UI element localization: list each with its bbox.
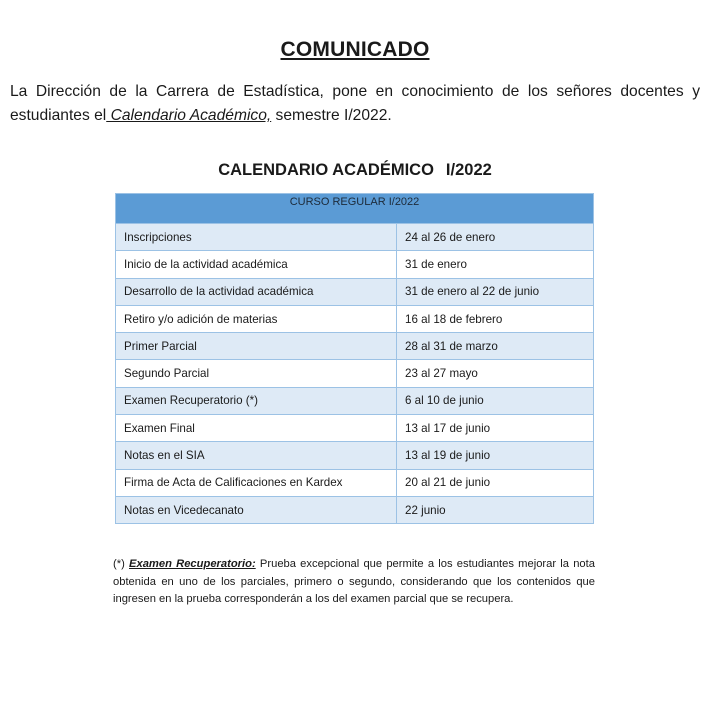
- date-cell: 31 de enero: [397, 251, 594, 278]
- intro-paragraph: [10, 80, 700, 128]
- event-cell: Inicio de la actividad académica: [116, 251, 397, 278]
- calendar-title: [0, 161, 710, 180]
- event-cell: Primer Parcial: [116, 333, 397, 360]
- date-cell: 20 al 21 de junio: [397, 469, 594, 496]
- intro-text-after: semestre I/2022.: [271, 107, 392, 124]
- table-row: [116, 442, 594, 469]
- table-row: [116, 415, 594, 442]
- table-row: [116, 469, 594, 496]
- table-row: [116, 360, 594, 387]
- event-cell: Desarrollo de la actividad académica: [116, 278, 397, 305]
- intro-text-before: La Dirección de la Carrera de Estadística, pone en conocimiento de los señores docentes y estudiantes el: [10, 83, 700, 124]
- event-cell: Examen Recuperatorio (*): [116, 387, 397, 414]
- page-title: COMUNICADO: [280, 38, 430, 61]
- calendar-table: [115, 193, 594, 524]
- footnote-marker: (*): [113, 558, 130, 570]
- table-row: [116, 224, 594, 251]
- table-header: CURSO REGULAR I/2022: [116, 194, 594, 224]
- table-row: [116, 278, 594, 305]
- date-cell: 13 al 17 de junio: [397, 415, 594, 442]
- calendar-term: I/2022: [445, 161, 492, 179]
- event-cell: Notas en Vicedecanato: [116, 496, 397, 523]
- event-cell: Inscripciones: [116, 224, 397, 251]
- table-row: [116, 251, 594, 278]
- calendar-reference: Calendario Académico,: [106, 107, 272, 124]
- footnote-text: Prueba excepcional que permite a los estudiantes mejorar la nota obtenida en uno de los parciales, primero o segundo, considerando que los contenidos que ingresen en la prueba corresponderán a los del examen parcial que se recupera.: [113, 558, 595, 605]
- date-cell: 24 al 26 de enero: [397, 224, 594, 251]
- table-row: [116, 496, 594, 523]
- date-cell: 16 al 18 de febrero: [397, 305, 594, 332]
- event-cell: Firma de Acta de Calificaciones en Kardex: [116, 469, 397, 496]
- event-cell: Segundo Parcial: [116, 360, 397, 387]
- calendar-title-text: CALENDARIO ACADÉMICO: [218, 161, 434, 179]
- footnote-term: Examen Recuperatorio:: [129, 558, 256, 570]
- date-cell: 23 al 27 mayo: [397, 360, 594, 387]
- table-row: [116, 305, 594, 332]
- date-cell: 6 al 10 de junio: [397, 387, 594, 414]
- date-cell: 31 de enero al 22 de junio: [397, 278, 594, 305]
- date-cell: 13 al 19 de junio: [397, 442, 594, 469]
- table-row: [116, 333, 594, 360]
- table-row: [116, 387, 594, 414]
- event-cell: Notas en el SIA: [116, 442, 397, 469]
- event-cell: Retiro y/o adición de materias: [116, 305, 397, 332]
- footnote: [113, 556, 595, 609]
- date-cell: 28 al 31 de marzo: [397, 333, 594, 360]
- event-cell: Examen Final: [116, 415, 397, 442]
- date-cell: 22 junio: [397, 496, 594, 523]
